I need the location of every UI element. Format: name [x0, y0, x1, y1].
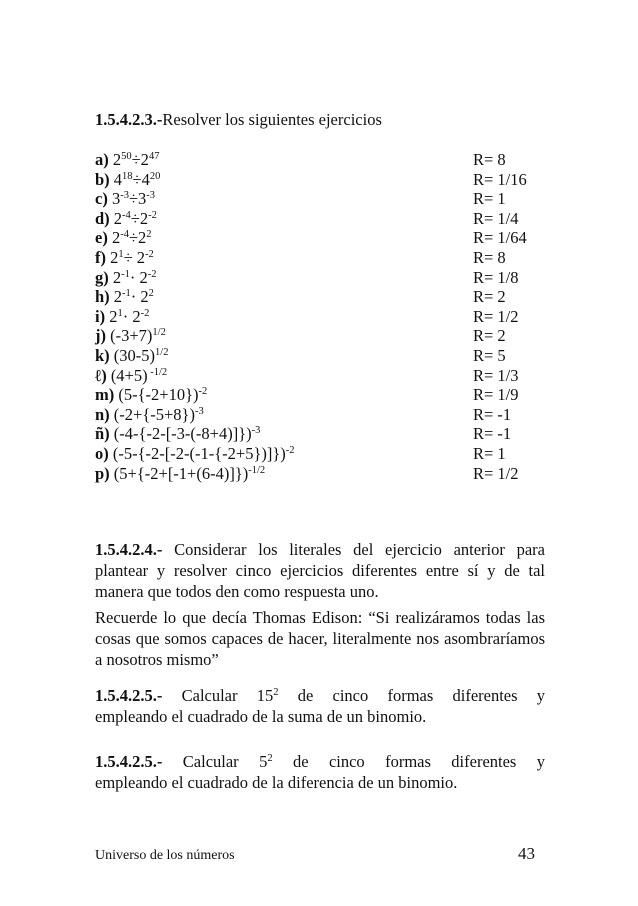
section-number: 1.5.4.2.5.-	[95, 686, 163, 705]
base-term: (-5-{-2-[-2-(-1-{-2+5})]})	[112, 443, 286, 463]
base-term: ÷2	[128, 228, 147, 248]
exercise-label: k)	[95, 345, 110, 365]
exercise-label: m)	[95, 385, 115, 405]
exercise-expression	[112, 228, 152, 247]
base-term: (4+5)	[110, 365, 148, 385]
exponent: -2	[148, 209, 157, 221]
exercise-expression	[114, 209, 157, 228]
exercise-expression	[114, 405, 204, 424]
exercise-answer: R= -1	[473, 404, 512, 424]
exercise-row	[95, 424, 555, 444]
base-term: (5+{-2+[-1+(6-4)]})	[113, 463, 249, 483]
section-text: Considerar los literales del ejercicio anterior para plantear y resolver cinco ejercicios diferentes entre sí y de tal manera que todos den como respuesta uno.	[95, 540, 545, 601]
exercise-answer: R= 1	[473, 189, 506, 209]
exercise-answer: R= 1/64	[473, 228, 527, 248]
exercise-row	[95, 268, 555, 288]
exponent: -1	[122, 288, 131, 300]
edison-quote: Recuerde lo que decía Thomas Edison: “Si realizáramos todas las cosas que somos capaces de hacer, literalmente nos asombraríamos a nosotros mismo”	[95, 608, 545, 669]
exercise-label: p)	[95, 463, 110, 483]
exercise-row	[95, 307, 555, 327]
calc-text: Calcular 15	[181, 686, 274, 705]
exercise-row	[95, 170, 555, 190]
base-term: 2	[109, 306, 118, 326]
exponent: -3	[120, 190, 129, 202]
exercise-row	[95, 366, 555, 386]
base-term: ÷3	[128, 189, 147, 209]
calc-tail: de cinco formas diferentes y	[272, 752, 545, 771]
exercise-label: o)	[95, 443, 109, 463]
exercise-row	[95, 444, 555, 464]
section-2425-difference	[95, 752, 545, 794]
exercise-label: d)	[95, 208, 110, 228]
exercise-expression	[112, 189, 155, 208]
exponent: 1/2	[152, 327, 166, 339]
exercise-answer: R= 1	[473, 443, 506, 463]
exercise-row	[95, 209, 555, 229]
exercise-label: b)	[95, 169, 110, 189]
exercise-label: c)	[95, 189, 108, 209]
exercise-expression	[111, 366, 167, 385]
exercise-answer: R= 1/3	[473, 365, 519, 385]
exercise-row	[95, 189, 555, 209]
exercise-row	[95, 405, 555, 425]
base-term: (-2+{-5+8})	[113, 404, 195, 424]
exponent: -2	[198, 386, 208, 398]
exponent: -2	[147, 268, 157, 280]
section-number: 1.5.4.2.3.-	[95, 110, 163, 129]
calc-tail: de cinco formas diferentes y	[278, 686, 546, 705]
exponent: 1/2	[155, 346, 169, 358]
exercise-expression	[110, 248, 154, 267]
exercise-expression	[114, 170, 161, 189]
exercise-answer: R= 5	[473, 345, 506, 365]
exercise-label: ℓ)	[95, 365, 107, 385]
exponent: -3	[194, 405, 204, 417]
exercise-row	[95, 248, 555, 268]
exponent: -4	[122, 209, 131, 221]
exercise-answer: R= 2	[473, 326, 506, 346]
exponent: -2	[145, 248, 154, 260]
exercise-row	[95, 287, 555, 307]
exercise-answer: R= 2	[473, 287, 506, 307]
section-number: 1.5.4.2.4.-	[95, 540, 163, 559]
line-1	[95, 686, 545, 707]
base-term: 2	[112, 150, 122, 169]
exponent: 18	[122, 170, 133, 182]
base-term: 2	[113, 208, 123, 228]
exercise-row	[95, 385, 555, 405]
exercise-expression	[113, 150, 160, 169]
base-term: · 2	[129, 267, 148, 287]
base-term: (5-{-2+10})	[118, 385, 199, 405]
base-term: 2	[110, 247, 119, 267]
line-2: empleando el cuadrado de la diferencia de un binomio.	[95, 772, 458, 792]
section-title: Resolver los siguientes ejercicios	[162, 110, 382, 129]
exercise-answer: R= 1/2	[473, 463, 519, 483]
exercise-answer: R= 1/4	[473, 208, 519, 228]
line-2: empleando el cuadrado de la suma de un binomio.	[95, 706, 427, 726]
exponent: -1/2	[147, 366, 168, 378]
exercise-expression	[118, 385, 207, 404]
exponent: -4	[120, 229, 129, 241]
base-term: 2	[113, 287, 123, 307]
exercise-answer: R= 8	[473, 150, 506, 169]
exercise-label: f)	[95, 247, 106, 267]
base-term: 3	[111, 189, 121, 209]
exponent: 2	[148, 288, 154, 300]
base-term: ÷2	[130, 208, 149, 228]
exercise-answer: R= 1/2	[473, 306, 519, 326]
exponent: 2	[146, 229, 152, 241]
book-title: Universo de los números	[95, 848, 235, 863]
exponent: 1	[118, 248, 124, 260]
exercise-expression	[113, 268, 157, 287]
exponent: -2	[140, 307, 150, 319]
exercise-answer: R= 1/8	[473, 267, 519, 287]
exercise-label: ñ)	[95, 424, 110, 444]
base-term: 2	[112, 267, 122, 287]
base-term: 4	[113, 169, 123, 189]
exercise-expression	[114, 424, 261, 443]
base-term: (-4-{-2-[-3-(-8+4)]})	[113, 424, 252, 444]
exercise-expression	[114, 346, 169, 365]
exercise-label: i)	[95, 306, 106, 326]
exercise-list	[95, 150, 555, 483]
exercise-label: g)	[95, 267, 109, 287]
base-term: · 2	[130, 287, 149, 307]
exercise-label: j)	[95, 326, 106, 346]
section-number: 1.5.4.2.5.-	[95, 752, 163, 771]
section-heading-2423	[95, 110, 382, 130]
exercise-answer: R= -1	[473, 424, 512, 444]
exercise-label: a)	[95, 150, 109, 169]
exercise-expression	[114, 464, 265, 483]
base-term: · 2	[122, 306, 141, 326]
section-2424	[95, 540, 545, 602]
exercise-expression	[109, 307, 149, 326]
exponent: -3	[251, 425, 261, 437]
calc-text: Calcular 5	[182, 752, 268, 771]
section-2425-sum	[95, 686, 545, 728]
exponent: 20	[149, 170, 161, 182]
base-term: ÷ 2	[123, 247, 146, 267]
exponent: 2	[267, 753, 273, 764]
exponent: 1	[117, 307, 123, 319]
base-term: (30-5)	[113, 345, 156, 365]
exercise-expression	[114, 287, 154, 306]
exercise-answer: R= 1/9	[473, 385, 519, 405]
base-term: 2	[111, 228, 121, 248]
line-1	[95, 752, 545, 773]
exponent: 2	[273, 687, 279, 698]
exercise-label: e)	[95, 228, 108, 248]
exercise-answer: R= 1/16	[473, 169, 527, 189]
exponent: -2	[285, 444, 295, 456]
exercise-expression	[110, 326, 166, 345]
exercise-row	[95, 150, 555, 170]
exponent: -1	[121, 268, 130, 280]
exponent: 50	[121, 151, 132, 162]
exercise-answer: R= 8	[473, 247, 506, 267]
exercise-row	[95, 346, 555, 366]
exercise-row	[95, 464, 555, 484]
exercise-row	[95, 228, 555, 248]
base-term: ÷2	[131, 150, 149, 169]
page-number: 43	[518, 844, 535, 863]
exponent: -3	[146, 190, 156, 202]
exercise-label: h)	[95, 287, 110, 307]
exponent: -1/2	[248, 464, 266, 476]
exercise-label: n)	[95, 404, 110, 424]
base-term: (-3+7)	[110, 326, 153, 346]
base-term: ÷4	[132, 169, 150, 189]
exponent: 47	[148, 151, 160, 162]
exercise-row	[95, 326, 555, 346]
exercise-expression	[113, 444, 295, 463]
